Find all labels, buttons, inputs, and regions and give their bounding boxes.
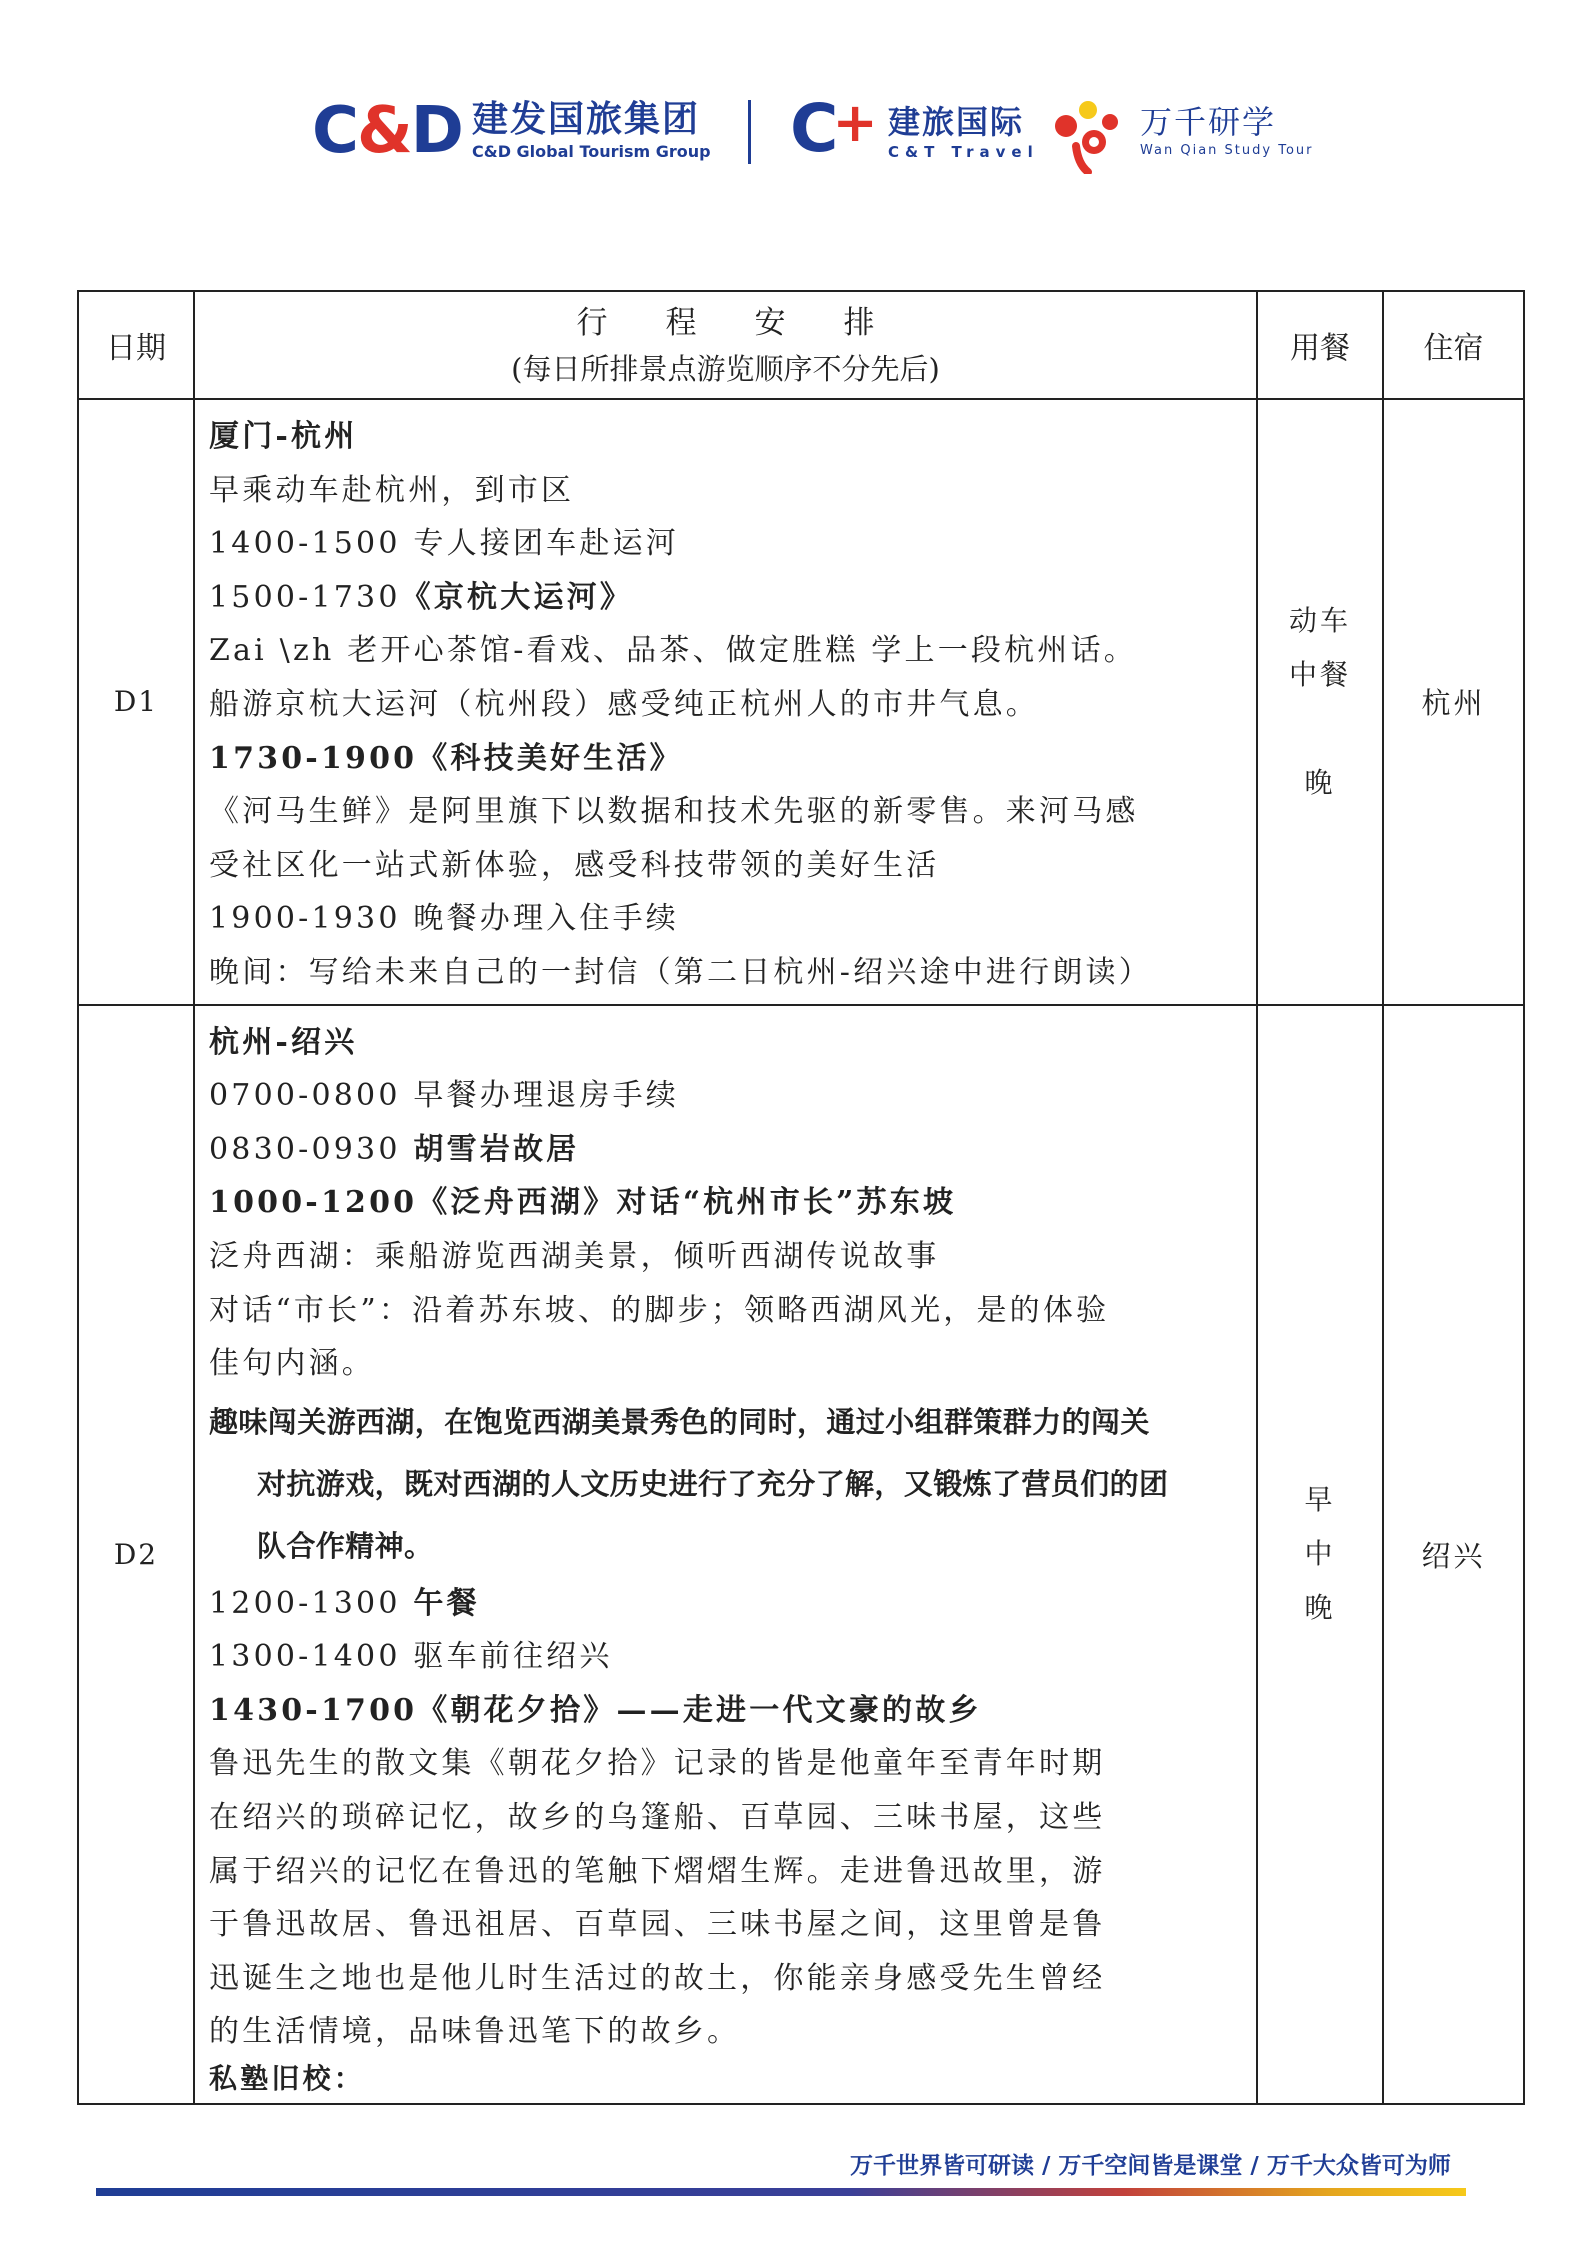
plan-line: 1300-1400 驱车前往绍兴 (209, 1639, 613, 1675)
plan-line: 于鲁迅故居、鲁迅祖居、百草园、三味书屋之间，这里曾是鲁 (209, 1907, 1106, 1943)
day-label: D2 (78, 1005, 194, 2105)
plan-cell (194, 1005, 1257, 2105)
ct-brand (888, 102, 1039, 162)
day-label: D1 (78, 399, 194, 1005)
plan-line-part: 1500-1730 (209, 579, 401, 615)
plan-line: 私塾旧校： (209, 2062, 366, 2096)
cd-name-cn: 建发国旅集团 (472, 99, 701, 140)
meal-stack (1258, 594, 1382, 810)
plan-line: 对话“市长”：沿着苏东坡、的脚步；领略西湖风光，是的体验 (209, 1292, 1110, 1328)
wq-name-en: Wan Qian Study Tour (1140, 143, 1314, 158)
plan-line-part: 午餐 (413, 1585, 480, 1621)
plan-line: 趣味闯关游西湖，在饱览西湖美景秀色的同时，通过小组群策群力的闯关 (209, 1404, 1150, 1439)
ct-name-cn: 建旅国际 (888, 103, 1025, 141)
stay-cell: 绍兴 (1383, 1005, 1524, 2105)
plan-line: 1400-1500 专人接团车赴运河 (209, 526, 679, 562)
meal-item: 晚 (1304, 1591, 1336, 1625)
header-logos (0, 92, 1587, 182)
header-stay: 住宿 (1383, 291, 1524, 399)
plan-line-part: 0830-0930 (209, 1131, 414, 1167)
plan-line: 船游京杭大运河（杭州段）感受纯正杭州人的市井气息。 (209, 686, 1039, 722)
plan-line: 鲁迅先生的散文集《朝花夕拾》记录的皆是他童年至青年时期 (209, 1746, 1106, 1782)
meal-item: 晚 (1304, 765, 1336, 799)
meal-item: 中餐 (1288, 657, 1351, 691)
plan-line: 队合作精神。 (257, 1528, 434, 1563)
plan-line: Zai \zh 老开心茶馆-看戏、品茶、做定胜糕 学上一段杭州话。 (209, 633, 1137, 669)
plan-line: 杭州-绍兴 (209, 1024, 358, 1060)
footer-gradient-bar (96, 2188, 1466, 2196)
logo-divider (748, 100, 751, 164)
cd-logo: C&D (312, 94, 462, 168)
header-meal: 用餐 (1257, 291, 1383, 399)
meal-stack (1258, 1473, 1382, 1635)
plan-line (209, 1577, 1242, 1631)
plan-cell (194, 399, 1257, 1005)
plan-line-part: 《京杭大运河》 (400, 579, 634, 615)
header-plan (194, 291, 1257, 399)
plan-line: 对抗游戏，既对西湖的人文历史进行了充分了解，又锻炼了营员们的团 (257, 1466, 1169, 1501)
plan-line: 早乘动车赴杭州，到市区 (209, 472, 575, 508)
footer-slogan: 万千世界皆可研读 / 万千空间皆是课堂 / 万千大众皆可为师 (850, 2153, 1451, 2179)
plan-line (209, 571, 1242, 625)
meal-item (1258, 702, 1382, 756)
stay-cell: 杭州 (1383, 399, 1524, 1005)
plan-line (209, 1123, 1242, 1177)
plan-line: 厦门-杭州 (209, 419, 358, 454)
wanqian-flower-icon (1048, 96, 1120, 174)
meal-item: 动车 (1288, 603, 1351, 637)
ct-name-en: C&T Travel (888, 143, 1039, 161)
plan-line: 1430-1700《朝花夕拾》——走进一代文豪的故乡 (209, 1692, 982, 1728)
itinerary-table (77, 290, 1525, 2105)
header-date: 日期 (78, 291, 194, 399)
plan-line: 1000-1200《泛舟西湖》对话“杭州市长”苏东坡 (209, 1185, 957, 1221)
header-plan-title: 行程安排 (576, 305, 933, 341)
plan-line: 的生活情境，品味鲁迅笔下的故乡。 (209, 2014, 741, 2050)
table-row-d1 (78, 399, 1524, 1005)
meal-cell (1257, 399, 1383, 1005)
wq-name-cn: 万千研学 (1140, 103, 1277, 141)
table-row-d2 (78, 1005, 1524, 2105)
plan-line: 0700-0800 早餐办理退房手续 (209, 1078, 679, 1114)
plan-line: 佳句内涵。 (209, 1346, 375, 1382)
meal-item: 早 (1304, 1483, 1336, 1517)
plan-line: 1900-1930 晚餐办理入住手续 (209, 901, 679, 937)
plan-line: 在绍兴的琐碎记忆，故乡的乌篷船、百草园、三味书屋，这些 (209, 1800, 1106, 1836)
plan-line: 晚间：写给未来自己的一封信（第二日杭州-绍兴途中进行朗读） (209, 954, 1152, 990)
plan-line-part: 1200-1300 (209, 1585, 414, 1621)
plan-line: 1730-1900《科技美好生活》 (209, 740, 683, 776)
plan-line: 属于绍兴的记忆在鲁迅的笔触下熠熠生辉。走进鲁迅故里，游 (209, 1853, 1106, 1889)
plan-line: 泛舟西湖：乘船游览西湖美景，倾听西湖传说故事 (209, 1238, 940, 1274)
plan-line: 迅诞生之地也是他儿时生活过的故土，你能亲身感受先生曾经 (209, 1960, 1106, 1996)
plan-line: 《河马生鲜》是阿里旗下以数据和技术先驱的新零售。来河马感 (209, 794, 1139, 830)
meal-cell (1257, 1005, 1383, 2105)
meal-item: 中 (1304, 1537, 1336, 1571)
plan-line-part: 胡雪岩故居 (413, 1131, 580, 1167)
cd-name-en: C&D Global Tourism Group (472, 142, 711, 161)
plan-line: 受社区化一站式新体验，感受科技带领的美好生活 (209, 847, 940, 883)
header-plan-subtitle: (每日所排景点游览顺序不分先后) (511, 352, 940, 386)
ct-logo: C+ (790, 90, 878, 167)
cd-brand (472, 98, 711, 162)
wq-brand (1140, 102, 1313, 160)
table-header-row (78, 291, 1524, 399)
